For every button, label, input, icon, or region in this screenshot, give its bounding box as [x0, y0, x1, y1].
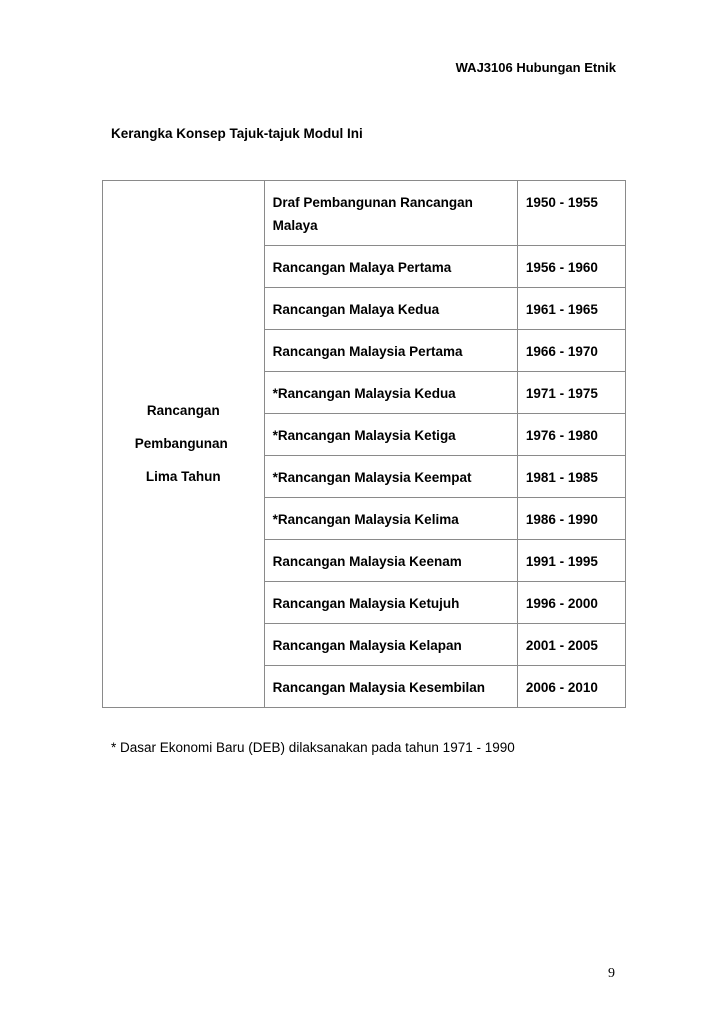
page-header: WAJ3106 Hubungan Etnik: [455, 60, 616, 75]
plan-name: Rancangan Malaysia Pertama: [264, 330, 517, 372]
plan-years: 1986 - 1990: [517, 498, 625, 540]
plan-name: *Rancangan Malaysia Keempat: [264, 456, 517, 498]
plan-name: Rancangan Malaysia Keenam: [264, 540, 517, 582]
plan-name: Rancangan Malaysia Kesembilan: [264, 666, 517, 708]
development-plans-table: [102, 180, 626, 708]
group-label-line: Lima Tahun: [145, 469, 221, 484]
plan-name: Rancangan Malaysia Kelapan: [264, 624, 517, 666]
plan-years: 1950 - 1955: [517, 181, 625, 246]
plan-years: 1966 - 1970: [517, 330, 625, 372]
group-label-cell: [103, 181, 265, 708]
plan-name: *Rancangan Malaysia Ketiga: [264, 414, 517, 456]
section-title: Kerangka Konsep Tajuk-tajuk Modul Ini: [111, 126, 363, 141]
page-number: 9: [608, 966, 615, 981]
footnote: * Dasar Ekonomi Baru (DEB) dilaksanakan pada tahun 1971 - 1990: [111, 740, 515, 755]
plan-name: *Rancangan Malaysia Kelima: [264, 498, 517, 540]
plan-years: 1991 - 1995: [517, 540, 625, 582]
plan-name: Rancangan Malaya Kedua: [264, 288, 517, 330]
group-label-line: Pembangunan: [134, 436, 228, 451]
plan-years: 1956 - 1960: [517, 246, 625, 288]
plan-years: 2006 - 2010: [517, 666, 625, 708]
plan-name: *Rancangan Malaysia Kedua: [264, 372, 517, 414]
plan-years: 1961 - 1965: [517, 288, 625, 330]
plan-years: 1971 - 1975: [517, 372, 625, 414]
plan-name: Rancangan Malaysia Ketujuh: [264, 582, 517, 624]
plan-years: 1981 - 1985: [517, 456, 625, 498]
group-label-line: Rancangan: [146, 403, 220, 418]
plan-years: 1976 - 1980: [517, 414, 625, 456]
plan-name: Draf Pembangunan Rancangan Malaya: [264, 181, 517, 246]
plan-years: 2001 - 2005: [517, 624, 625, 666]
plan-name: Rancangan Malaya Pertama: [264, 246, 517, 288]
plan-years: 1996 - 2000: [517, 582, 625, 624]
table-row: [103, 181, 626, 246]
